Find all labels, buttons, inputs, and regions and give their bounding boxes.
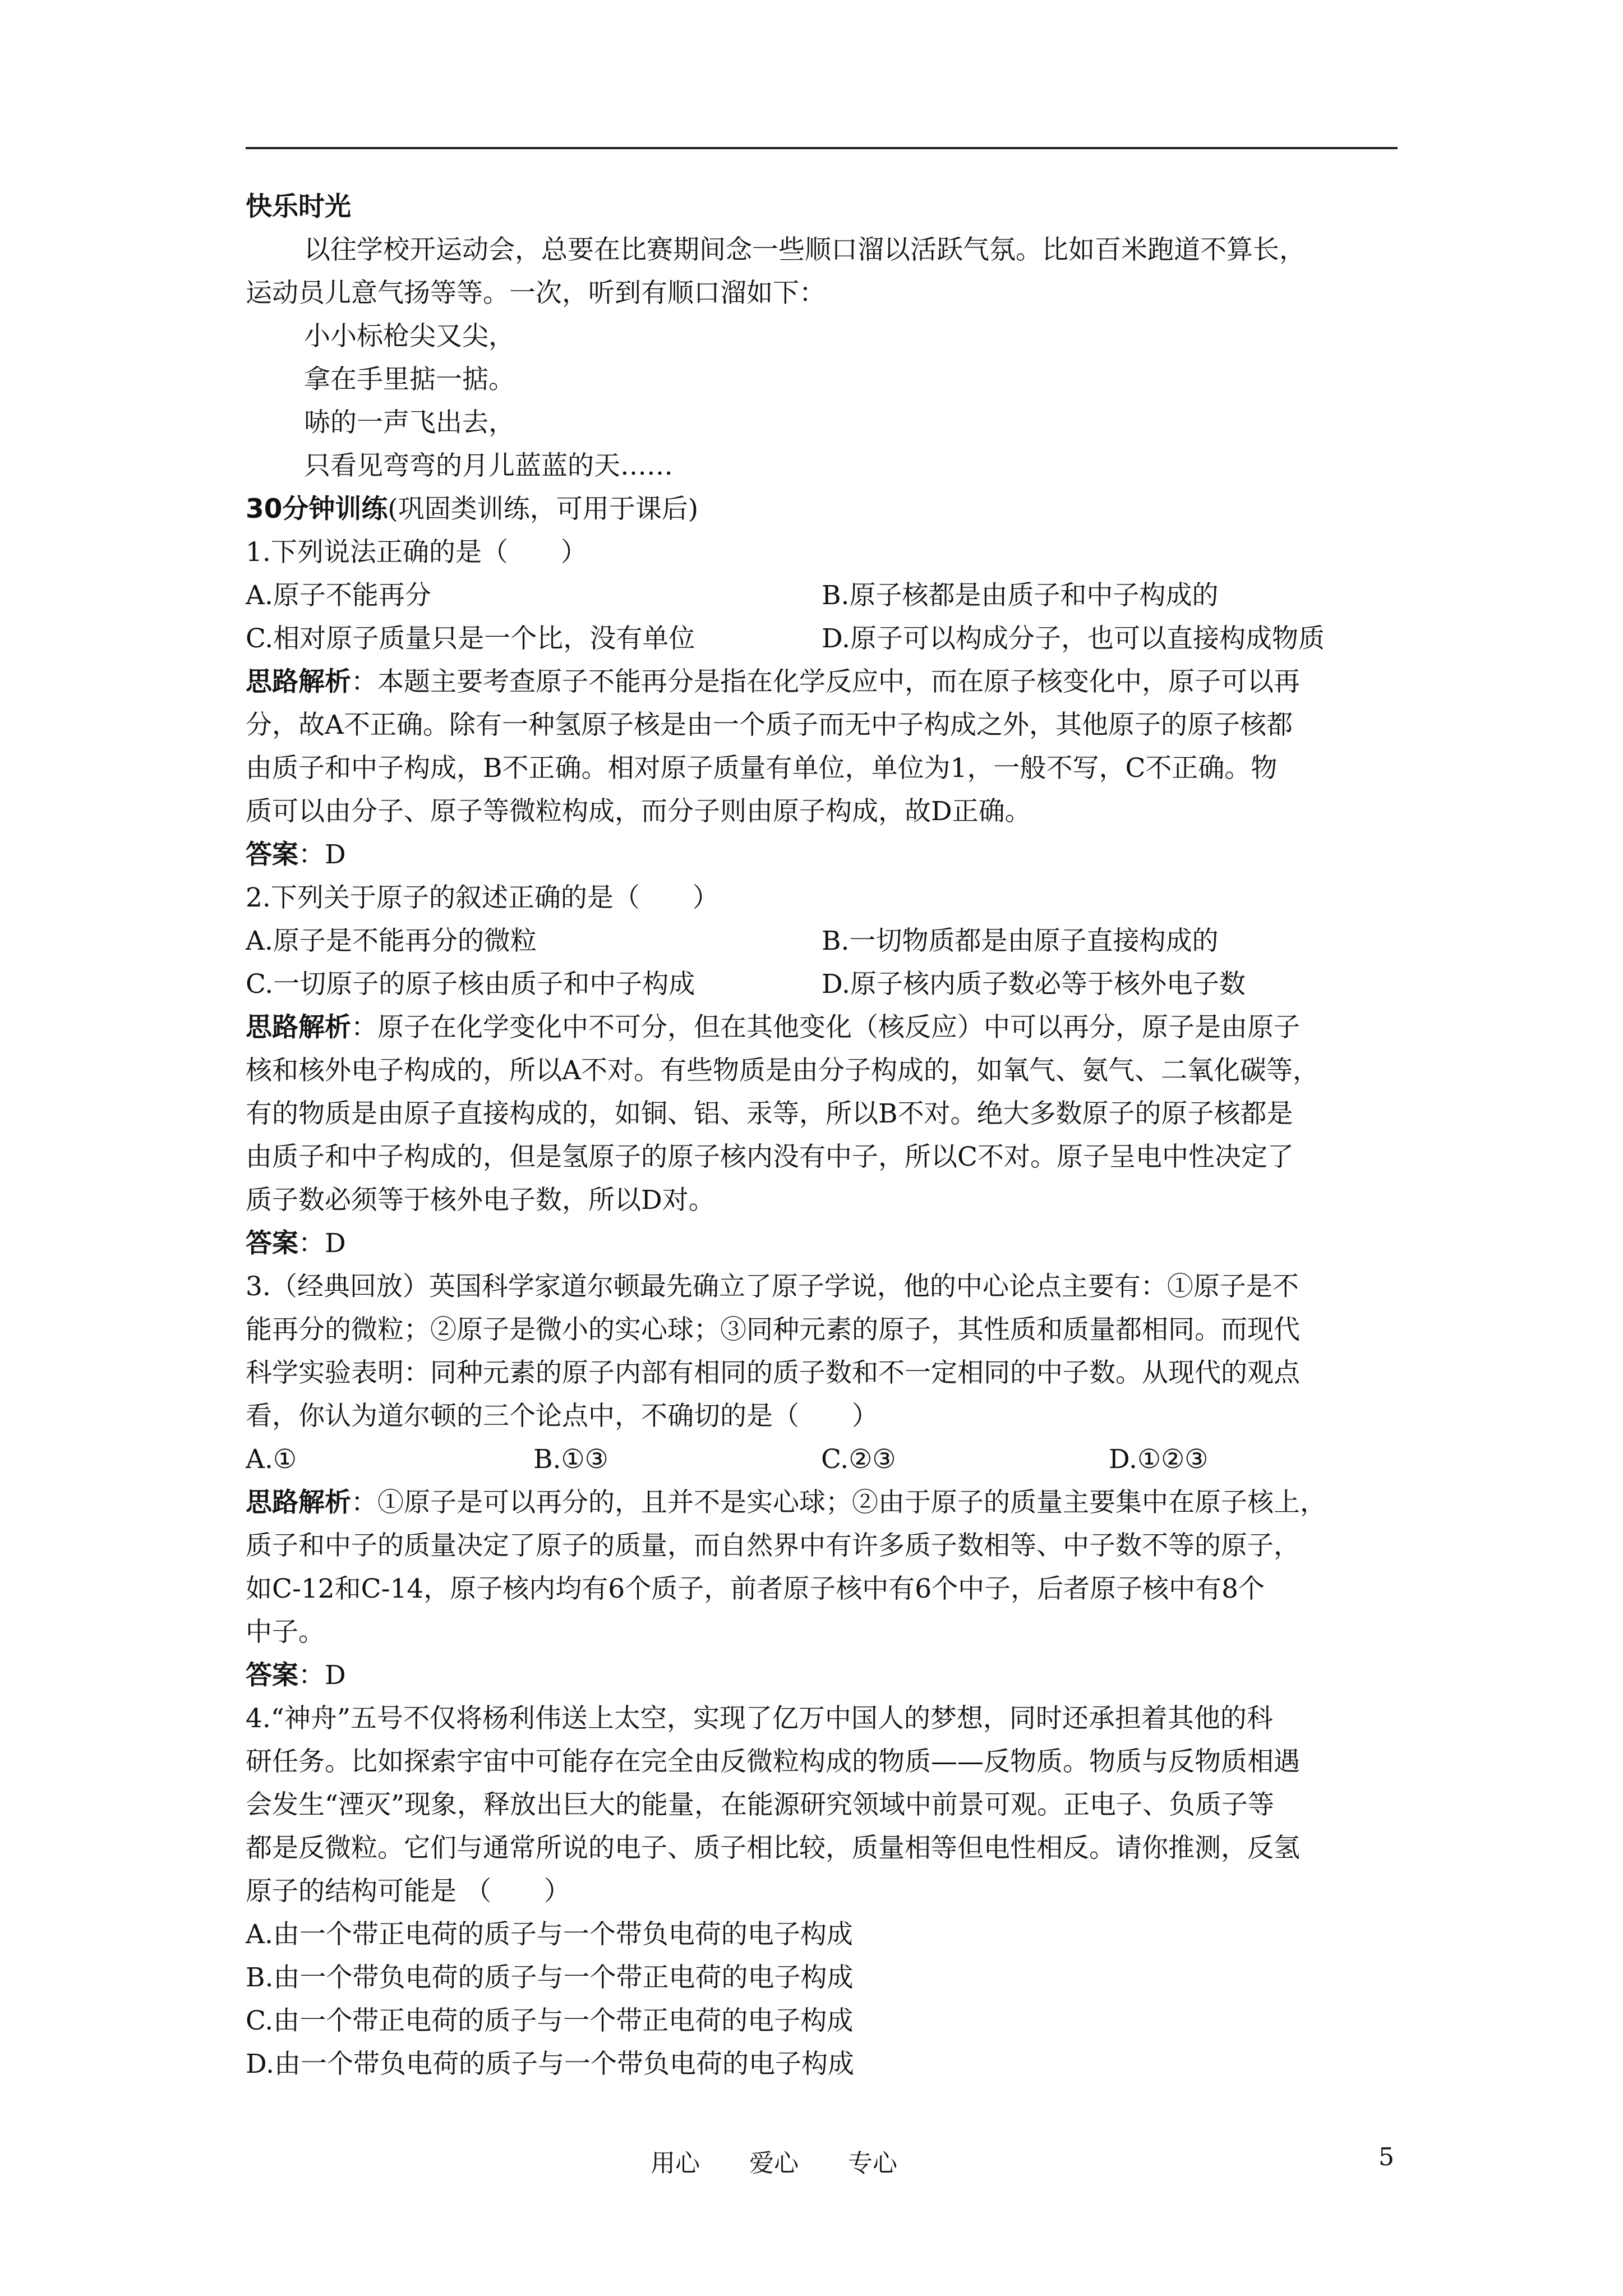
question-stem: 原子的结构可能是 （ ） [246,1876,570,1907]
analysis-line [246,1481,1398,1524]
option-d: D.原子核内质子数必等于核外电子数 [822,969,1246,1000]
answer-label: 答案 [246,1228,298,1259]
option-b: B.原子核都是由质子和中子构成的 [822,580,1219,611]
options-row [246,574,1398,617]
option-b: B.由一个带负电荷的质子与一个带正电荷的电子构成 [246,1962,854,1993]
question-stem: 4.“神舟”五号不仅将杨利伟送上太空，实现了亿万中国人的梦想，同时还承担着其他的科 [246,1703,1273,1734]
question-stem: 能再分的微粒；②原子是微小的实心球；③同种元素的原子，其性质和质量都相同。而现代 [246,1314,1300,1345]
analysis-text: ：本题主要考查原子不能再分是指在化学反应中，而在原子核变化中，原子可以再 [351,666,1300,697]
question-stem: 看，你认为道尔顿的三个论点中，不确切的是（ ） [246,1401,878,1432]
poem-line: 哧的一声飞出去， [304,407,515,438]
analysis-line: 核和核外电子构成的，所以A不对。有些物质是由分子构成的，如氧气、氨气、二氧化碳等， [246,1055,1319,1086]
story-paragraph-cont: 运动员儿意气扬等等。一次，听到有顺口溜如下： [246,278,826,309]
option-a: A.① [246,1444,297,1475]
answer-label: 答案 [246,839,298,870]
training-title: 30分钟训练 [246,494,388,524]
options-row [246,963,1398,1006]
option-b: B.一切物质都是由原子直接构成的 [822,926,1219,956]
option-c: C.相对原子质量只是一个比，没有单位 [246,623,695,654]
analysis-line: 如C-12和C-14，原子核内均有6个质子，前者原子核中有6个中子，后者原子核中有8个 [246,1573,1265,1604]
option-a: A.原子不能再分 [246,580,431,611]
question-stem: 研任务。比如探索宇宙中可能存在完全由反微粒构成的物质——反物质。物质与反物质相遇 [246,1746,1300,1777]
analysis-line [246,1006,1398,1049]
question-stem: 都是反微粒。它们与通常所说的电子、质子相比较，质量相等但电性相反。请你推测，反氢 [246,1833,1300,1864]
question-stem: 1.下列说法正确的是（ ） [246,537,587,568]
analysis-line: 由质子和中子构成，B不正确。相对原子质量有单位，单位为1，一般不写，C不正确。物 [246,753,1278,784]
option-d: D.①②③ [1109,1444,1209,1475]
page-content [246,185,1398,2086]
analysis-line: 质子和中子的质量决定了原子的质量，而自然界中有许多质子数相等、中子数不等的原子， [246,1530,1300,1561]
analysis-text: ：原子在化学变化中不可分，但在其他变化（核反应）中可以再分，原子是由原子 [351,1012,1300,1043]
option-c: C.一切原子的原子核由质子和中子构成 [246,969,695,1000]
analysis-label: 思路解析 [246,1012,351,1043]
training-subtitle: (巩固类训练，可用于课后) [388,494,699,524]
question-stem: 2.下列关于原子的叙述正确的是（ ） [246,882,719,913]
analysis-line: 有的物质是由原子直接构成的，如铜、铝、汞等，所以B不对。绝大多数原子的原子核都是 [246,1098,1293,1129]
answer-label: 答案 [246,1660,298,1691]
header-rule [246,147,1398,149]
question-stem: 会发生“湮灭”现象，释放出巨大的能量，在能源研究领域中前景可观。正电子、负质子等 [246,1789,1275,1820]
option-d: D.由一个带负电荷的质子与一个带负电荷的电子构成 [246,2049,854,2079]
options-row [246,1438,1398,1481]
answer-text: ：D [298,839,346,870]
training-heading [246,487,1398,531]
analysis-line: 分，故A不正确。除有一种氢原子核是由一个质子而无中子构成之外，其他原子的原子核都 [246,710,1293,740]
option-d: D.原子可以构成分子，也可以直接构成物质 [822,623,1325,654]
analysis-label: 思路解析 [246,666,351,697]
section-title: 快乐时光 [246,191,351,222]
option-a: A.原子是不能再分的微粒 [246,926,537,956]
poem-line: 只看见弯弯的月儿蓝蓝的天…… [304,450,673,481]
analysis-label: 思路解析 [246,1487,351,1518]
poem-line: 拿在手里掂一掂。 [304,364,515,395]
analysis-line: 由质子和中子构成的，但是氢原子的原子核内没有中子，所以C不对。原子呈电中性决定了 [246,1142,1294,1172]
analysis-line [246,660,1398,703]
poem-line: 小小标枪尖又尖， [304,321,515,352]
option-b: B.①③ [533,1444,608,1475]
answer-text: ：D [298,1228,346,1259]
option-c: C.由一个带正电荷的质子与一个带正电荷的电子构成 [246,2005,854,2036]
analysis-text: ：①原子是可以再分的，且并不是实心球；②由于原子的质量主要集中在原子核上， [351,1487,1326,1518]
options-row [246,919,1398,963]
analysis-line: 质子数必须等于核外电子数，所以D对。 [246,1185,715,1216]
page-number: 5 [1378,2143,1394,2171]
analysis-line: 质可以由分子、原子等微粒构成，而分子则由原子构成，故D正确。 [246,796,1031,827]
question-stem: 3.（经典回放）英国科学家道尔顿最先确立了原子学说，他的中心论点主要有：①原子是不 [246,1271,1299,1302]
footer-motto: 用心 爱心 专心 [651,2149,897,2178]
options-row [246,617,1398,660]
answer-text: ：D [298,1660,346,1691]
option-a: A.由一个带正电荷的质子与一个带负电荷的电子构成 [246,1919,853,1950]
option-c: C.②③ [821,1444,896,1475]
analysis-line: 中子。 [246,1617,325,1648]
story-paragraph: 以往学校开运动会，总要在比赛期间念一些顺口溜以活跃气氛。比如百米跑道不算长， [304,234,1306,265]
answer-line [246,833,1398,876]
question-stem: 科学实验表明：同种元素的原子内部有相同的质子数和不一定相同的中子数。从现代的观点 [246,1358,1300,1388]
answer-line [246,1222,1398,1265]
answer-line [246,1654,1398,1697]
